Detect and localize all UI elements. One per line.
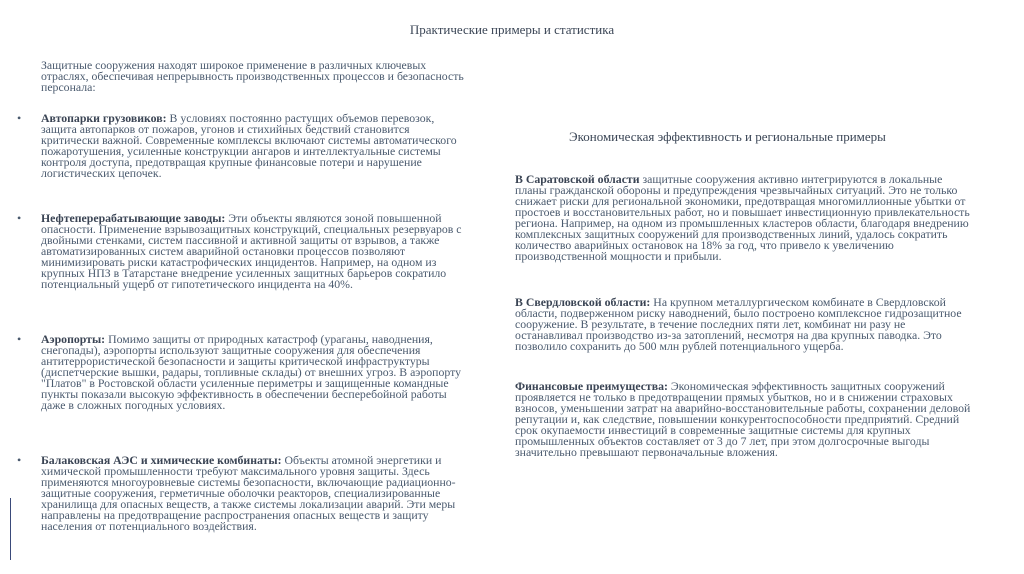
bullet-text: Помимо защиты от природных катастроф (ураганы, наводнения, снегопады), аэропорты используют защитные сооружения для обеспечения антитеррористической безопасности и защиты критической инфраструктуры (диспетчерские вышки, радары, топливные склады) от внешних угроз. В аэропорту "Платов" в Ростовской области усиленные периметры и защищенные командные пункты показали высокую эффективность в обеспечении бесперебойной работы даже в сложных погодных условиях. — [41, 332, 462, 412]
bullet-item-truck-fleets — [17, 111, 469, 180]
paragraph-text: На крупном металлургическом комбинате в Свердловской области, подверженном риску наводнений, было построено комплексное гидрозащитное сооружение. В результате, в течение последних пяти лет, комбинат ни разу не останавливал производство из-за затоплений, несмотря на два крупных паводка. Это позволило сохранить до 500 млн рублей потенциального ущерба. — [515, 295, 962, 353]
bullet-heading: Аэропорты: — [41, 332, 106, 346]
paragraph-text: защитные сооружения активно интегрируются в локальные планы гражданской обороны и предупреждения чрезвычайных ситуаций. Это не только снижает риски для региональной экономики, предотвращая многомиллионные убытки от простоев и восстановительных работ, но и повышает инвестиционную привлекательность региона. Например, на одном из промышленных кластеров области, благодаря внедрению комплексных защитных сооружений для производственных линий, удалось сократить количество аварийных остановок на 18% за год, что привело к увеличению производственной мощности и прибыли. — [515, 172, 970, 263]
left-edge-divider — [10, 498, 11, 560]
bullet-item-refineries — [17, 211, 469, 291]
bullet-text: Объекты атомной энергетики и химической промышленности требуют максимального уровня защиты. Здесь применяются многоуровневые системы безопасности, включающие радиационно-защитные сооружения, герметичные оболочки реакторов, специализированные хранилища для опасных веществ, а также системы локализации аварий. Эти меры направлены на предотвращение распространения опасных веществ и защиту населения от потенциального воздействия. — [41, 453, 456, 533]
bullet-heading: Балаковская АЭС и химические комбинаты: — [41, 453, 282, 467]
bullet-icon: • — [17, 211, 22, 225]
section-heading: Экономическая эффективность и региональные примеры — [569, 129, 886, 144]
bullet-item-airports — [17, 332, 469, 412]
intro-text: Защитные сооружения находят широкое применение в различных ключевых отраслях, обеспечивая непрерывность производственных процессов и безопасность персонала: — [41, 58, 464, 94]
bullet-item-nuclear-chemical — [17, 453, 469, 533]
page-title: Практические примеры и статистика — [409, 22, 615, 37]
paragraph-saratov — [515, 174, 975, 262]
paragraph-heading: В Саратовской области — [515, 172, 640, 186]
paragraph-text: Экономическая эффективность защитных сооружений проявляется не только в предотвращении прямых убытков, но и в снижении страховых взносов, уменьшении затрат на аварийно-восстановительные работы, сохранении деловой репутации и, как следствие, повышении конкурентоспособности предприятий. Средний срок окупаемости инвестиций в современные защитные системы для крупных промышленных объектов составляет от 3 до 7 лет, при этом долгосрочные выгоды значительно превышают первоначальные вложения. — [515, 379, 971, 459]
bullet-icon: • — [17, 332, 22, 346]
bullet-text: В условиях постоянно растущих объемов перевозок, защита автопарков от пожаров, угонов и стихийных бедствий становится критически важной. Современные комплексы включают системы автоматического пожаротушения, усиленные конструкции ангаров и интеллектуальные системы контроля доступа, предотвращая крупные финансовые потери и нарушение логистических цепочек. — [41, 111, 457, 180]
bullet-icon: • — [17, 453, 22, 467]
bullet-text: Эти объекты являются зоной повышенной опасности. Применение взрывозащитных конструкций, специальных резервуаров с двойными стенками, систем пассивной и активной защиты от взрывов, а также автоматизированных систем аварийной остановки процессов позволяют минимизировать риски катастрофических инцидентов. Например, на одном из крупных НПЗ в Татарстане внедрение усиленных защитных барьеров сократило потенциальный ущерб от гипотетического инцидента на 40%. — [41, 211, 462, 291]
paragraph-heading: Финансовые преимущества: — [515, 379, 668, 393]
bullet-heading: Нефтеперерабатывающие заводы: — [41, 211, 226, 225]
paragraph-heading: В Свердловской области: — [515, 295, 651, 309]
bullet-icon: • — [17, 111, 22, 125]
bullet-heading: Автопарки грузовиков: — [41, 111, 167, 125]
paragraph-sverdlovsk — [515, 297, 975, 352]
paragraph-financial — [515, 381, 975, 458]
